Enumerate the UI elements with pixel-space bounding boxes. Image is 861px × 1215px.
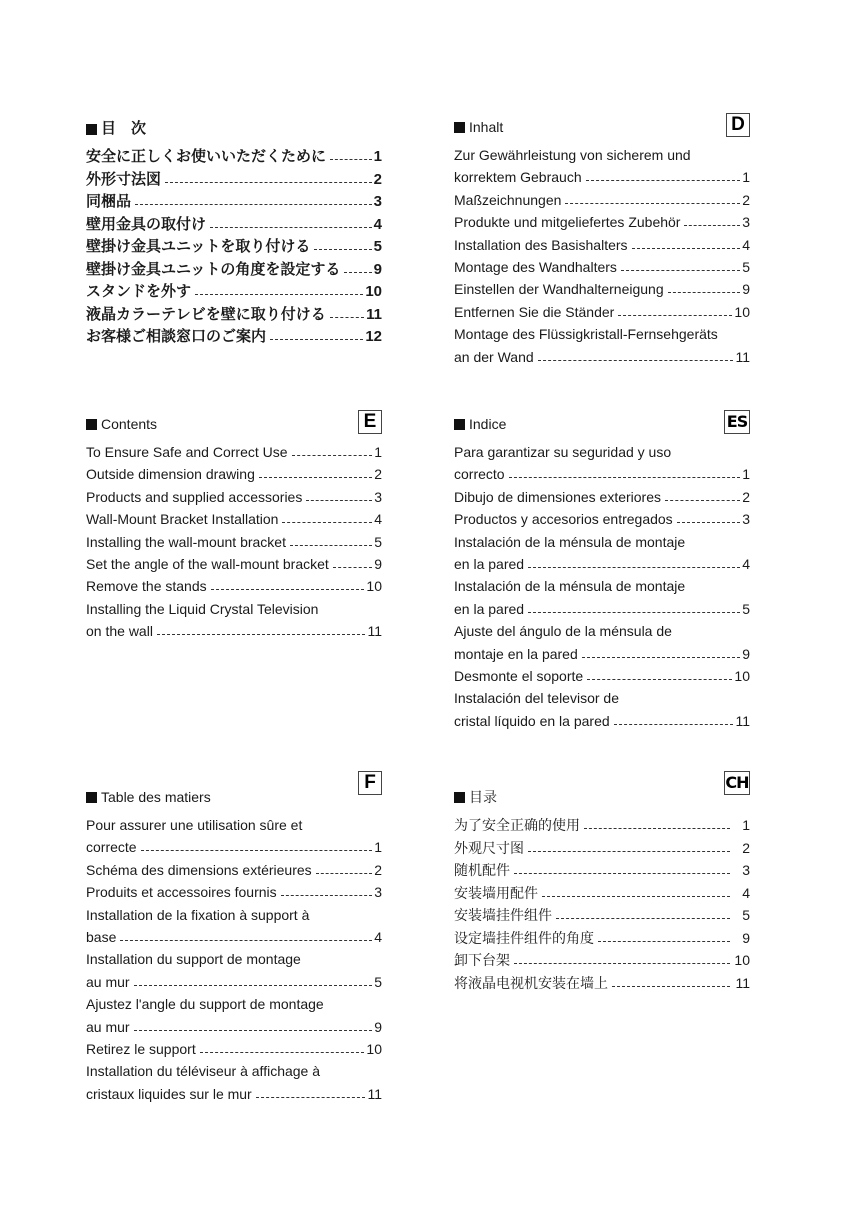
toc-entry: [86, 553, 382, 575]
dash-leader: [665, 492, 740, 502]
toc-entry-title-line1: Ajustez l'angle du support de montage: [86, 996, 324, 1013]
toc-entry-row: [454, 166, 750, 188]
toc-entry-title: cristal líquido en la pared: [454, 712, 610, 729]
toc-entry-title: Schéma des dimensions extérieures: [86, 861, 312, 878]
toc-entry-row: [86, 169, 382, 192]
toc-entry-title: correcto: [454, 466, 505, 483]
toc-entry-row: [86, 326, 382, 349]
toc-list: [454, 144, 750, 368]
toc-entry: [454, 144, 750, 189]
toc-entry: [86, 191, 382, 214]
toc-entry-title-line1: Montage des Flüssigkristall-Fernsehgeräts: [454, 326, 718, 343]
toc-entry-page-number: 11: [366, 305, 382, 323]
toc-section-french: [86, 772, 382, 1105]
toc-entry-row: [454, 278, 750, 300]
toc-entry-page-number: 3: [373, 193, 382, 210]
toc-entry-page-number: 5: [742, 907, 750, 923]
toc-entry-row: [454, 904, 750, 927]
language-badge: E: [358, 410, 382, 434]
toc-entry-title-line1: Pour assurer une utilisation sûre et: [86, 817, 303, 833]
toc-entry-title-line1: Instalación de la ménsula de montaje: [454, 533, 686, 550]
toc-entry: [86, 859, 382, 881]
toc-entry-row: [86, 881, 382, 903]
toc-section-spanish: [454, 413, 750, 732]
dash-leader: [195, 286, 363, 296]
toc-entry-title: Remove the stands: [86, 578, 207, 595]
dash-leader: [565, 195, 740, 205]
toc-entry-title: 将液晶电视机安装在墙上: [454, 974, 608, 991]
toc-entry-page-number: 3: [742, 214, 750, 231]
toc-entry-title-line1: Ajuste del ángulo de la ménsula de: [454, 623, 672, 640]
toc-entry-row: [86, 971, 382, 993]
toc-entry-page-number: 5: [742, 600, 750, 617]
dash-leader: [292, 447, 372, 457]
toc-entry-row: [86, 859, 382, 881]
black-square-icon: [454, 792, 465, 803]
toc-entry-row: [86, 1083, 382, 1105]
toc-list: [86, 441, 382, 643]
dash-leader: [668, 284, 740, 294]
toc-entry-title: montaje en la pared: [454, 645, 578, 662]
toc-entry-title: Maßzeichnungen: [454, 191, 562, 208]
toc-entry-page-number: 11: [367, 1085, 382, 1102]
toc-entry-page-number: 2: [373, 170, 382, 188]
language-badge: D: [726, 113, 750, 137]
dash-leader: [618, 307, 732, 317]
dash-leader: [586, 172, 740, 182]
toc-entry-row: [86, 281, 382, 304]
toc-entry-row: [86, 191, 382, 214]
toc-entry-title: 壁掛け金具ユニットを取り付ける: [86, 238, 311, 255]
toc-entry-page-number: 1: [374, 839, 382, 856]
toc-entry: [454, 575, 750, 620]
toc-entry-title: 液晶カラーテレビを壁に取り付ける: [86, 305, 326, 323]
toc-entry-page-number: 9: [742, 645, 750, 662]
toc-entry: [86, 575, 382, 597]
toc-entry-title: au mur: [86, 973, 130, 990]
toc-entry-row: [86, 463, 382, 485]
toc-entry-title: 设定墙挂件组件的角度: [454, 929, 594, 946]
dash-leader: [582, 649, 740, 659]
toc-entry-title: Retirez le support: [86, 1041, 196, 1058]
toc-entry-page-number: 1: [742, 817, 750, 833]
toc-entry-title: 外形寸法図: [86, 170, 162, 188]
toc-entry-row: [86, 236, 382, 259]
toc-entry-row: [454, 949, 750, 972]
toc-entry-title: 安装墙用配件: [454, 884, 538, 901]
toc-entry-title: Wall-Mount Bracket Installation: [86, 511, 279, 528]
toc-entry-page-number: 2: [742, 191, 750, 208]
toc-entry-title: To Ensure Safe and Correct Use: [86, 444, 288, 460]
toc-entry-row: [454, 463, 750, 485]
toc-entry-page-number: 9: [374, 1018, 382, 1035]
toc-entry-page-number: 4: [374, 929, 382, 946]
toc-entry-page-number: 4: [373, 215, 382, 233]
toc-entry-row: [454, 972, 750, 995]
toc-entry-title: スタンドを外す: [86, 283, 192, 300]
toc-entry-page-number: 3: [742, 862, 750, 878]
toc-entry-row: [86, 486, 382, 508]
toc-entry-title: an der Wand: [454, 348, 534, 365]
toc-entry-title: 卸下台架: [454, 952, 510, 968]
section-heading: [86, 772, 382, 808]
toc-entry-page-number: 11: [735, 974, 750, 991]
toc-entry-page-number: 9: [742, 281, 750, 298]
dash-leader: [584, 820, 730, 830]
toc-entry-row: [86, 531, 382, 553]
toc-entry-row: [86, 259, 382, 282]
toc-entry-title: Desmonte el soporte: [454, 668, 584, 685]
toc-entry-title-line1: Instalación de la ménsula de montaje: [454, 578, 686, 595]
toc-entry-row: [454, 256, 750, 278]
toc-entry: [86, 236, 382, 259]
section-heading: [86, 118, 382, 140]
toc-entry-title: Outside dimension drawing: [86, 466, 255, 483]
toc-entry-row: [86, 836, 382, 858]
toc-entry-title: Products and supplied accessories: [86, 488, 303, 505]
dash-leader: [528, 604, 740, 614]
toc-entry-title: 壁用金具の取付け: [86, 215, 207, 233]
toc-entry-title-line1: Para garantizar su seguridad y uso: [454, 444, 672, 460]
toc-entry: [86, 508, 382, 530]
toc-entry-title: Produits et accessoires fournis: [86, 884, 277, 901]
toc-entry-row: [454, 837, 750, 860]
toc-entry-title: korrektem Gebrauch: [454, 169, 582, 186]
dash-leader: [165, 174, 372, 184]
dash-leader: [538, 352, 734, 362]
toc-entry-row: [86, 553, 382, 575]
toc-entry: [86, 441, 382, 463]
dash-leader: [621, 262, 740, 272]
section-heading: [86, 413, 382, 435]
toc-entry-page-number: 4: [742, 556, 750, 573]
toc-entry-title: Entfernen Sie die Ständer: [454, 303, 615, 320]
toc-section-chinese: [454, 773, 750, 994]
toc-entry-title: Productos y accesorios entregados: [454, 511, 673, 528]
section-heading-text: Indice: [469, 416, 507, 432]
dash-leader: [330, 151, 372, 161]
toc-entry-page-number: 3: [742, 511, 750, 528]
toc-entry-title-line1: Installation du téléviseur à affichage à: [86, 1063, 321, 1080]
toc-entry-page-number: 2: [374, 861, 382, 878]
dash-leader: [290, 537, 372, 547]
toc-entry-page-number: 11: [367, 623, 382, 640]
dash-leader: [684, 217, 740, 227]
toc-entry-title: 同梱品: [86, 193, 132, 210]
toc-entry-row: [86, 620, 382, 642]
toc-entry-row: [454, 301, 750, 323]
toc-entry: [86, 169, 382, 192]
dash-leader: [120, 932, 372, 942]
toc-entry-title-line1: Instalación del televisor de: [454, 690, 619, 707]
dash-leader: [677, 514, 740, 524]
toc-entry-title: Set the angle of the wall-mount bracket: [86, 556, 329, 573]
toc-entry-page-number: 1: [374, 444, 382, 460]
section-heading-text: Contents: [101, 416, 158, 432]
toc-entry-title-line1: Installation de la fixation à support à: [86, 906, 310, 923]
toc-entry-page-number: 11: [735, 348, 750, 365]
dash-leader: [556, 910, 730, 920]
toc-entry-page-number: 10: [734, 952, 750, 968]
language-badge: CH: [724, 771, 750, 795]
toc-entry-title-line1: Installation du support de montage: [86, 951, 301, 968]
toc-entry: [454, 301, 750, 323]
toc-entry: [86, 326, 382, 349]
dash-leader: [632, 240, 740, 250]
black-square-icon: [454, 419, 465, 430]
dash-leader: [135, 196, 372, 206]
toc-entry-page-number: 4: [374, 511, 382, 528]
toc-entry-page-number: 10: [366, 578, 382, 595]
toc-entry-page-number: 3: [374, 884, 382, 901]
toc-entry-page-number: 5: [374, 533, 382, 550]
dash-leader: [211, 581, 365, 591]
toc-entry-row: [454, 665, 750, 687]
toc-entry-page-number: 1: [373, 148, 382, 165]
toc-entry: [454, 486, 750, 508]
toc-entry-row: [86, 146, 382, 169]
toc-entry-page-number: 2: [374, 466, 382, 483]
toc-entry-page-number: 1: [742, 169, 750, 186]
toc-entry: [86, 1060, 382, 1105]
toc-entry: [454, 972, 750, 995]
toc-entry: [86, 948, 382, 993]
toc-entry-page-number: 11: [735, 712, 750, 729]
toc-entry: [454, 837, 750, 860]
toc-entry-title: base: [86, 929, 117, 946]
dash-leader: [528, 559, 740, 569]
toc-entry-page-number: 10: [365, 283, 382, 300]
toc-entry: [454, 814, 750, 837]
toc-entry-title: en la pared: [454, 556, 525, 573]
toc-entry-title: Dibujo de dimensiones exteriores: [454, 488, 661, 505]
dash-leader: [614, 716, 734, 726]
dash-leader: [210, 219, 372, 229]
section-heading: [454, 116, 750, 138]
toc-entry-row: [454, 486, 750, 508]
toc-entry: [454, 234, 750, 256]
toc-entry: [86, 1038, 382, 1060]
toc-entry-title: 为了安全正确的使用: [454, 817, 580, 833]
toc-entry-title: Produkte und mitgeliefertes Zubehör: [454, 214, 681, 231]
toc-section-german: [454, 116, 750, 368]
section-heading: [454, 413, 750, 435]
toc-entry-title: cristaux liquides sur le mur: [86, 1085, 252, 1102]
dash-leader: [598, 933, 730, 943]
toc-entry-row: [454, 814, 750, 837]
toc-entry-row: [86, 1016, 382, 1038]
toc-entry: [454, 189, 750, 211]
toc-entry: [86, 486, 382, 508]
toc-entry-row: [454, 598, 750, 620]
toc-entry-page-number: 4: [742, 236, 750, 253]
toc-list: [86, 146, 382, 349]
toc-entry-row: [454, 643, 750, 665]
toc-entry: [454, 665, 750, 687]
toc-entry-title: 安全に正しくお使いいただくために: [86, 148, 327, 165]
toc-entry-page-number: 2: [742, 488, 750, 505]
toc-list: [454, 441, 750, 732]
dash-leader: [344, 264, 371, 274]
toc-entry-page-number: 9: [742, 929, 750, 946]
toc-entry-title: en la pared: [454, 600, 525, 617]
toc-entry: [454, 927, 750, 950]
dash-leader: [134, 977, 372, 987]
toc-entry: [454, 620, 750, 665]
toc-list: [86, 814, 382, 1105]
toc-entry: [454, 278, 750, 300]
toc-entry-title: Installing the wall-mount bracket: [86, 533, 286, 550]
toc-entry-title: お客様ご相談窓口のご案内: [86, 328, 267, 345]
dash-leader: [509, 469, 740, 479]
toc-entry: [454, 859, 750, 882]
dash-leader: [306, 492, 372, 502]
dash-leader: [528, 843, 730, 853]
section-heading-text: 目录: [469, 789, 497, 805]
toc-entry: [86, 993, 382, 1038]
toc-entry: [86, 281, 382, 304]
toc-entry-title: 安装墙挂件组件: [454, 907, 552, 923]
toc-entry-title: Einstellen der Wandhalterneigung: [454, 281, 664, 298]
toc-entry: [86, 814, 382, 859]
toc-entry: [454, 949, 750, 972]
black-square-icon: [86, 792, 97, 803]
toc-entry-row: [454, 859, 750, 882]
toc-entry-row: [454, 508, 750, 530]
toc-entry-row: [454, 189, 750, 211]
toc-entry: [454, 211, 750, 233]
toc-entry-page-number: 5: [373, 238, 382, 255]
dash-leader: [200, 1044, 365, 1054]
toc-entry-row: [454, 211, 750, 233]
dash-leader: [542, 888, 730, 898]
dash-leader: [270, 331, 363, 341]
language-badge: F: [358, 771, 382, 795]
toc-entry-title: correcte: [86, 839, 137, 856]
toc-entry-page-number: 10: [734, 303, 750, 320]
toc-entry-page-number: 5: [742, 259, 750, 276]
toc-entry-page-number: 4: [742, 884, 750, 901]
toc-entry-row: [454, 553, 750, 575]
toc-entry-page-number: 3: [374, 488, 382, 505]
toc-entry: [454, 531, 750, 576]
dash-leader: [282, 514, 372, 524]
toc-entry: [454, 687, 750, 732]
toc-entry-title: Installation des Basishalters: [454, 236, 628, 253]
toc-entry-row: [454, 346, 750, 368]
toc-entry-title: 随机配件: [454, 862, 510, 878]
toc-entry-title: 壁掛け金具ユニットの角度を設定する: [86, 260, 341, 278]
toc-entry: [86, 259, 382, 282]
dash-leader: [333, 559, 372, 569]
toc-entry: [86, 463, 382, 485]
toc-entry-row: [86, 214, 382, 237]
toc-entry-page-number: 9: [373, 260, 382, 278]
dash-leader: [330, 309, 364, 319]
toc-entry-title-line1: Installing the Liquid Crystal Television: [86, 600, 319, 617]
black-square-icon: [86, 419, 97, 430]
section-heading-text: Inhalt: [469, 119, 504, 135]
toc-entry: [86, 598, 382, 643]
toc-entry: [86, 531, 382, 553]
toc-entry-page-number: 12: [365, 328, 382, 345]
dash-leader: [157, 626, 366, 636]
toc-section-japanese: [86, 118, 382, 349]
toc-entry-page-number: 2: [742, 839, 750, 856]
toc-entry: [454, 441, 750, 486]
dash-leader: [314, 241, 371, 251]
toc-entry-page-number: 1: [742, 466, 750, 483]
section-heading: [454, 773, 750, 808]
dash-leader: [514, 865, 730, 875]
section-heading-text: 目 次: [101, 120, 147, 137]
toc-entry: [454, 323, 750, 368]
toc-entry-page-number: 10: [366, 1041, 382, 1058]
toc-entry-row: [454, 927, 750, 950]
black-square-icon: [454, 122, 465, 133]
language-badge: ES: [724, 410, 750, 434]
toc-entry-title: 外观尺寸图: [454, 839, 524, 856]
toc-entry-title: au mur: [86, 1018, 130, 1035]
toc-entry: [454, 508, 750, 530]
toc-entry: [86, 904, 382, 949]
toc-entry-page-number: 5: [374, 973, 382, 990]
toc-entry: [454, 882, 750, 905]
toc-entry-row: [86, 926, 382, 948]
dash-leader: [256, 1089, 366, 1099]
toc-entry-row: [454, 882, 750, 905]
toc-entry: [454, 256, 750, 278]
toc-entry-title-line1: Zur Gewährleistung von sicherem und: [454, 147, 691, 163]
toc-entry-row: [86, 575, 382, 597]
toc-entry-title: Montage des Wandhalters: [454, 259, 617, 276]
toc-entry-row: [86, 304, 382, 327]
toc-entry-row: [86, 441, 382, 463]
dash-leader: [281, 887, 372, 897]
black-square-icon: [86, 124, 97, 135]
toc-entry-page-number: 10: [734, 668, 750, 685]
dash-leader: [259, 469, 372, 479]
toc-entry-page-number: 9: [374, 556, 382, 573]
toc-list: [454, 814, 750, 994]
toc-entry-row: [454, 234, 750, 256]
toc-entry: [454, 904, 750, 927]
toc-entry: [86, 881, 382, 903]
toc-entry: [86, 214, 382, 237]
dash-leader: [141, 842, 372, 852]
dash-leader: [514, 955, 730, 965]
dash-leader: [612, 978, 730, 988]
toc-entry-row: [454, 710, 750, 732]
toc-section-english: [86, 413, 382, 643]
toc-entry-title: on the wall: [86, 623, 153, 640]
toc-entry: [86, 146, 382, 169]
toc-entry-row: [86, 1038, 382, 1060]
toc-entry-row: [86, 508, 382, 530]
dash-leader: [587, 671, 732, 681]
dash-leader: [134, 1022, 372, 1032]
dash-leader: [316, 865, 372, 875]
section-heading-text: Table des matiers: [101, 789, 211, 805]
toc-entry: [86, 304, 382, 327]
